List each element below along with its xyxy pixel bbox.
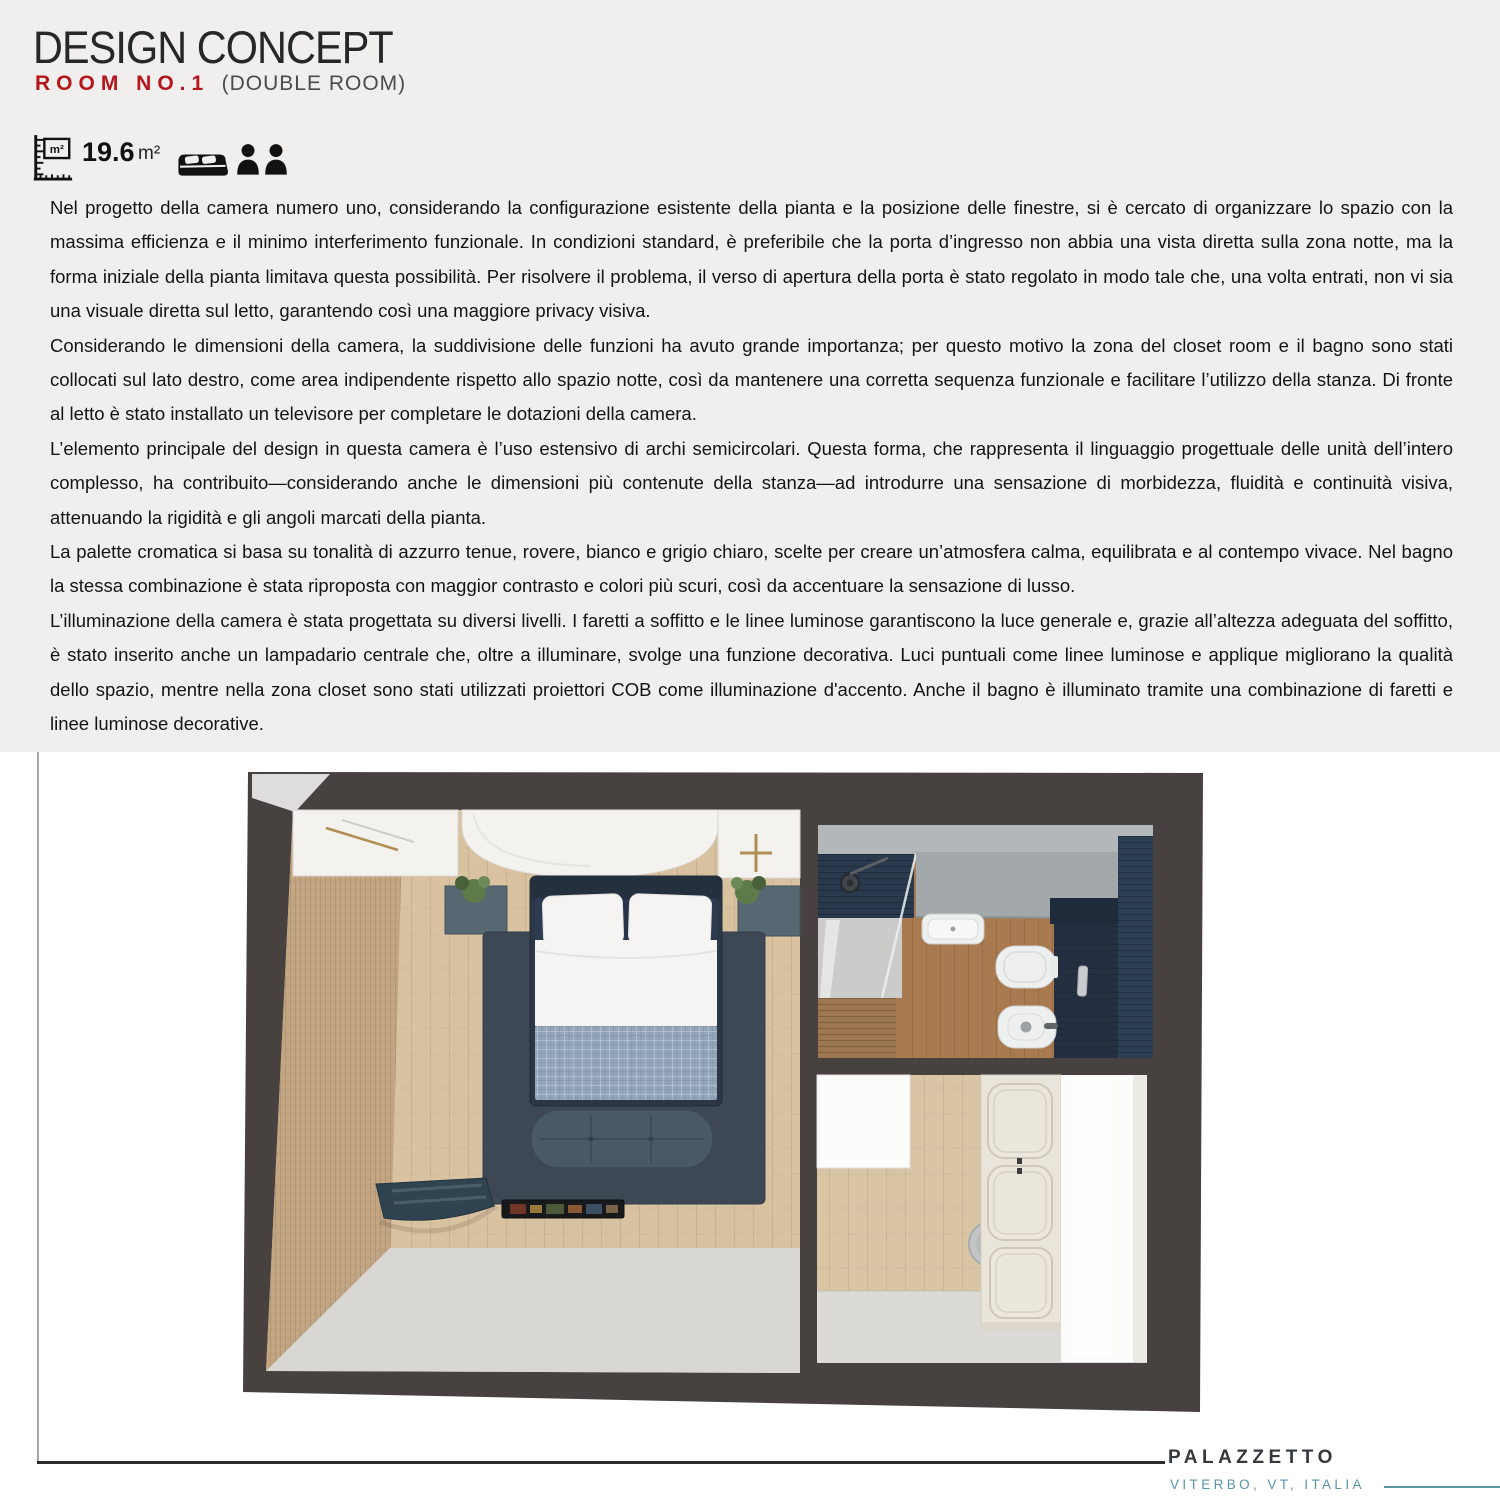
person-icon: [264, 139, 288, 179]
room-number-label: ROOM NO.1: [35, 72, 210, 95]
paragraph: Nel progetto della camera numero uno, considerando la configurazione esistente della pianta e la posizione delle finestre, si è cercato di organizzare lo spazio con la massima efficienza e il minimo interferimento funzionale. In condizioni standard, è preferibile che la porta d’ingresso non abbia una vista diretta sulla zona notte, ma la forma iniziale della pianta limitava questa possibilità. Per risolvere il problema, il verso di apertura della porta è stato regolato in modo tale che, una volta entrati, non vi sia una visuale diretta sul letto, garantendo così una maggiore privacy visiva.: [50, 197, 1453, 322]
paragraph: L’illuminazione della camera è stata progettata su diversi livelli. I faretti a soffitto e le linee luminose garantiscono la luce generale e, grazie all’altezza adeguata del soffitto, è stato inserito anche un lampadario centrale che, oltre a illuminare, svolge una funzione decorativa. Luci puntuali come linee luminose e applique migliorano la qualità dello spazio, mentre nella zona closet sono stati utilizzati proiettori COB come illuminazione d'accento. Anche il bagno è illuminato tramite una combinazione di faretti e linee luminose decorative.: [50, 609, 1453, 735]
concept-text: [50, 191, 1453, 742]
partition-shelf: [1050, 898, 1118, 924]
page-subtitle: [35, 72, 406, 96]
area-value: 19.6: [82, 137, 135, 167]
ceiling-cabinet-right: [718, 810, 800, 878]
light-sheen: [1072, 1080, 1112, 1357]
bathroom: [818, 825, 1153, 1058]
area-unit: m²: [138, 143, 161, 164]
bathroom-ceiling-strip: [818, 825, 1153, 854]
brand-name: PALAZZETTO: [1168, 1447, 1337, 1468]
texture: [818, 998, 896, 1058]
texture: [535, 1026, 717, 1100]
floorplan-render: [240, 770, 1205, 1413]
double-bed-icon: [176, 142, 228, 180]
wardrobe-handle: [1017, 1158, 1022, 1164]
towel-rail: [1077, 966, 1088, 996]
duvet: [535, 940, 717, 1026]
window: [817, 1075, 910, 1168]
brand-location: VITERBO, VT, ITALIA: [1170, 1477, 1365, 1492]
page-title: DESIGN CONCEPT: [33, 22, 393, 73]
paragraph: L’elemento principale del design in questa camera è l’uso estensivo di archi semicircolari. Questa forma, che rappresenta il linguaggio progettuale delle unità dell’intero complesso, ha contribuito—considerando anche le dimensioni più contenute della stanza—ad introdurre una sensazione di morbidezza, fluidità e continuità visiva, attenuando la rigidità e gli angoli marcati della pianta.: [50, 437, 1453, 528]
pillow: [628, 894, 712, 947]
paragraph: La palette cromatica si basa su tonalità di azzurro tenue, rovere, bianco e grigio chiaro, scelte per creare un’atmosfera calma, equilibrata e al contempo vivace. Nel bagno la stessa combinazione è stata riproposta con maggior contrasto e colori più scuri, così da accentuare la sensazione di lusso.: [50, 541, 1453, 597]
texture: [1118, 836, 1153, 1058]
left-border-line: [37, 752, 39, 1464]
paragraph: Considerando le dimensioni della camera, la suddivisione delle funzioni ha avuto grande importanza; per questo motivo la zona del closet room e il bagno sono stati collocati sul lato destro, come area indipendente rispetto allo spazio notte, così da mantenere una corretta sequenza funzionale e facilitare l’utilizzo della stanza. Di fronte al letto è stato installato un televisore per completare le dotazioni della camera.: [50, 334, 1453, 425]
toilet: [996, 946, 1058, 988]
sink: [922, 914, 984, 944]
footer-accent-line: [1384, 1486, 1500, 1488]
closet-room: [817, 1075, 1147, 1363]
bedroom: [266, 810, 800, 1373]
bidet: [998, 1006, 1058, 1048]
wardrobe: [981, 1075, 1061, 1330]
footer-rule: [37, 1461, 1165, 1464]
area-icon-unit: m²: [49, 144, 64, 157]
double-bed: [530, 876, 722, 1106]
area-ruler-icon: [30, 131, 74, 187]
room-type-label: (DOUBLE ROOM): [221, 72, 407, 95]
texture: [818, 854, 914, 918]
bed-bench: [531, 1110, 713, 1168]
pillow: [542, 894, 624, 947]
tv: [502, 1200, 624, 1218]
person-icon: [236, 139, 260, 179]
wardrobe-handle: [1017, 1168, 1022, 1174]
closet-side-wall: [1133, 1075, 1147, 1362]
